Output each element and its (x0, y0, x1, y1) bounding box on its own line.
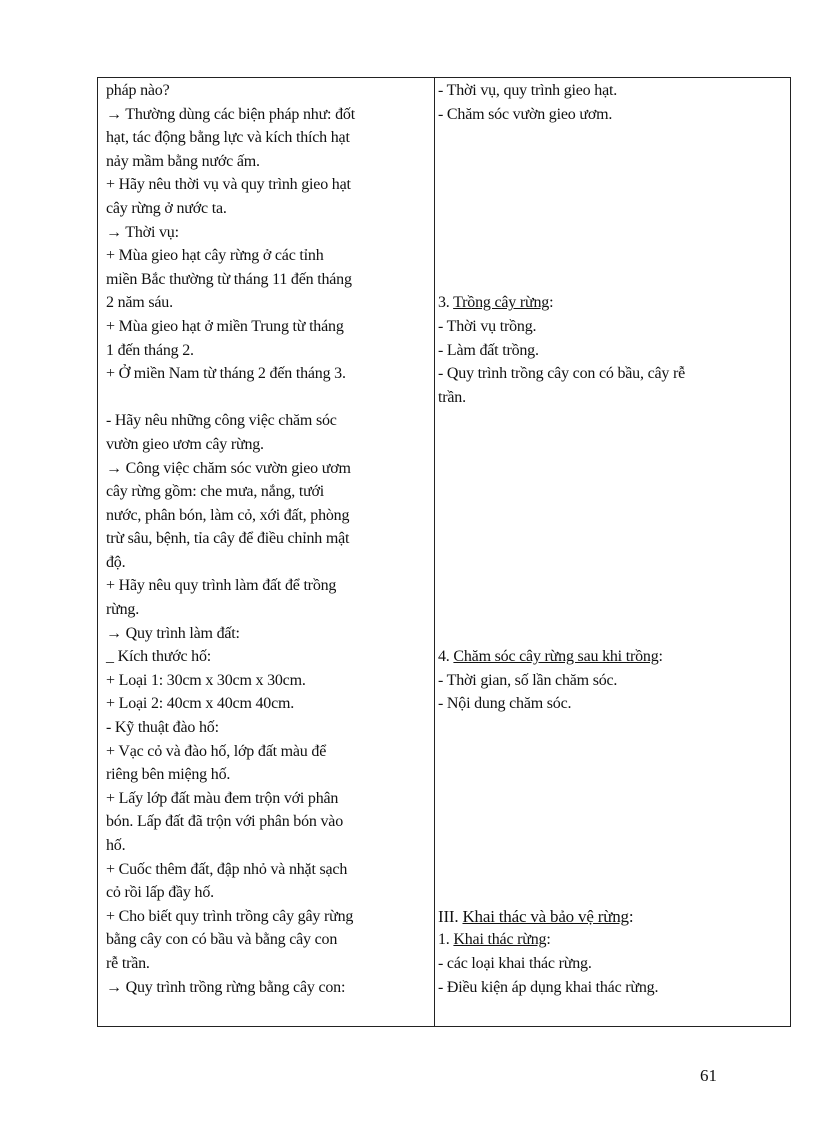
column-divider (434, 77, 435, 1027)
left-line: vườn gieo ươm cây rừng. (106, 435, 264, 453)
section-colon: : (549, 294, 554, 312)
right-line: - Thời vụ trồng. (438, 317, 537, 335)
left-line: + Mùa gieo hạt ở miền Trung từ tháng (106, 317, 344, 335)
subsection-title: Khai thác rừng (453, 931, 547, 949)
left-line: + Vạc cỏ và đào hố, lớp đất màu để (106, 742, 327, 760)
section-colon: : (658, 648, 663, 666)
right-line: - Quy trình trồng cây con có bầu, cây rễ (438, 365, 686, 383)
left-line: rễ trần. (106, 954, 150, 972)
right-line: - Chăm sóc vườn gieo ươm. (438, 105, 613, 123)
left-line: cây rừng gồm: che mưa, nắng, tưới (106, 483, 325, 501)
left-line: hố. (106, 837, 126, 854)
page-number: 61 (700, 1066, 717, 1085)
left-line: 1 đến tháng 2. (106, 341, 194, 359)
left-line: bón. Lấp đất đã trộn với phân bón vào (106, 813, 344, 831)
left-line: → Thời vụ: (106, 223, 179, 241)
left-line: miền Bắc thường từ tháng 11 đến tháng (106, 270, 352, 288)
left-line: + Hãy nêu quy trình làm đất để trồng (106, 577, 337, 595)
left-line: + Loại 2: 40cm x 40cm 40cm. (106, 695, 295, 713)
section-title: Chăm sóc cây rừng sau khi trồng (453, 648, 659, 666)
left-line: nảy mầm bằng nước ấm. (106, 152, 260, 170)
left-line: → Quy trình làm đất: (106, 624, 240, 642)
section-number: 3. (438, 294, 454, 312)
left-line: + Cuốc thêm đất, đập nhỏ và nhặt sạch (106, 860, 348, 878)
right-line: - Làm đất trồng. (438, 341, 539, 359)
subsection-colon: : (546, 931, 551, 949)
section-title: Trồng cây rừng (453, 294, 550, 312)
right-line: - Điều kiện áp dụng khai thác rừng. (438, 978, 659, 996)
left-line: _ Kích thước hố: (106, 648, 212, 666)
left-line: độ. (106, 553, 126, 571)
section-colon: : (628, 906, 634, 926)
right-line: - Nội dung chăm sóc. (438, 695, 572, 713)
section-number: 4. (438, 648, 454, 666)
section-heading-khai-thac-bao-ve (438, 905, 788, 929)
left-line: - Hãy nêu những công việc chăm sóc (106, 412, 337, 430)
left-line: trừ sâu, bệnh, tỉa cây để điều chỉnh mật (106, 530, 350, 548)
right-line: - Thời gian, số lần chăm sóc. (438, 671, 618, 689)
left-line: hạt, tác động bằng lực và kích thích hạt (106, 129, 350, 147)
left-line: → Thường dùng các biện pháp như: đốt (106, 105, 355, 123)
left-line: pháp nào? (106, 82, 170, 99)
left-line: cây rừng ở nước ta. (106, 199, 227, 217)
left-line: → Công việc chăm sóc vườn gieo ươm (106, 459, 351, 477)
left-line: + Ở miền Nam từ tháng 2 đến tháng 3. (106, 365, 346, 383)
section-title: Khai thác và bảo vệ rừng (462, 906, 629, 926)
left-line: + Hãy nêu thời vụ và quy trình gieo hạt (106, 176, 351, 194)
left-line: bằng cây con có bầu và bằng cây con (106, 931, 338, 949)
left-line: → Quy trình trồng rừng bằng cây con: (106, 978, 346, 996)
right-line: trần. (438, 388, 466, 406)
right-line: - Thời vụ, quy trình gieo hạt. (438, 82, 618, 99)
left-line: riêng bên miệng hố. (106, 766, 231, 784)
left-line: - Kỹ thuật đào hố: (106, 719, 219, 737)
section-heading-cham-soc (438, 645, 788, 669)
left-line: + Loại 1: 30cm x 30cm x 30cm. (106, 671, 306, 689)
right-column (438, 79, 788, 999)
left-line: rừng. (106, 601, 140, 619)
left-line: + Cho biết quy trình trồng cây gây rừng (106, 907, 354, 925)
subsection-heading-khai-thac (438, 928, 788, 952)
section-heading-trong-cay-rung (438, 291, 788, 315)
left-line (106, 386, 428, 410)
section-number: III. (438, 906, 463, 926)
left-line: 2 năm sáu. (106, 294, 173, 312)
left-line: + Mùa gieo hạt cây rừng ở các tỉnh (106, 247, 324, 265)
subsection-number: 1. (438, 931, 454, 949)
left-line: cỏ rồi lấp đầy hố. (106, 884, 214, 902)
left-line: + Lấy lớp đất màu đem trộn với phân (106, 789, 339, 807)
right-line: - các loại khai thác rừng. (438, 954, 592, 972)
left-line: nước, phân bón, làm cỏ, xới đất, phòng (106, 506, 350, 524)
left-column (106, 79, 428, 999)
